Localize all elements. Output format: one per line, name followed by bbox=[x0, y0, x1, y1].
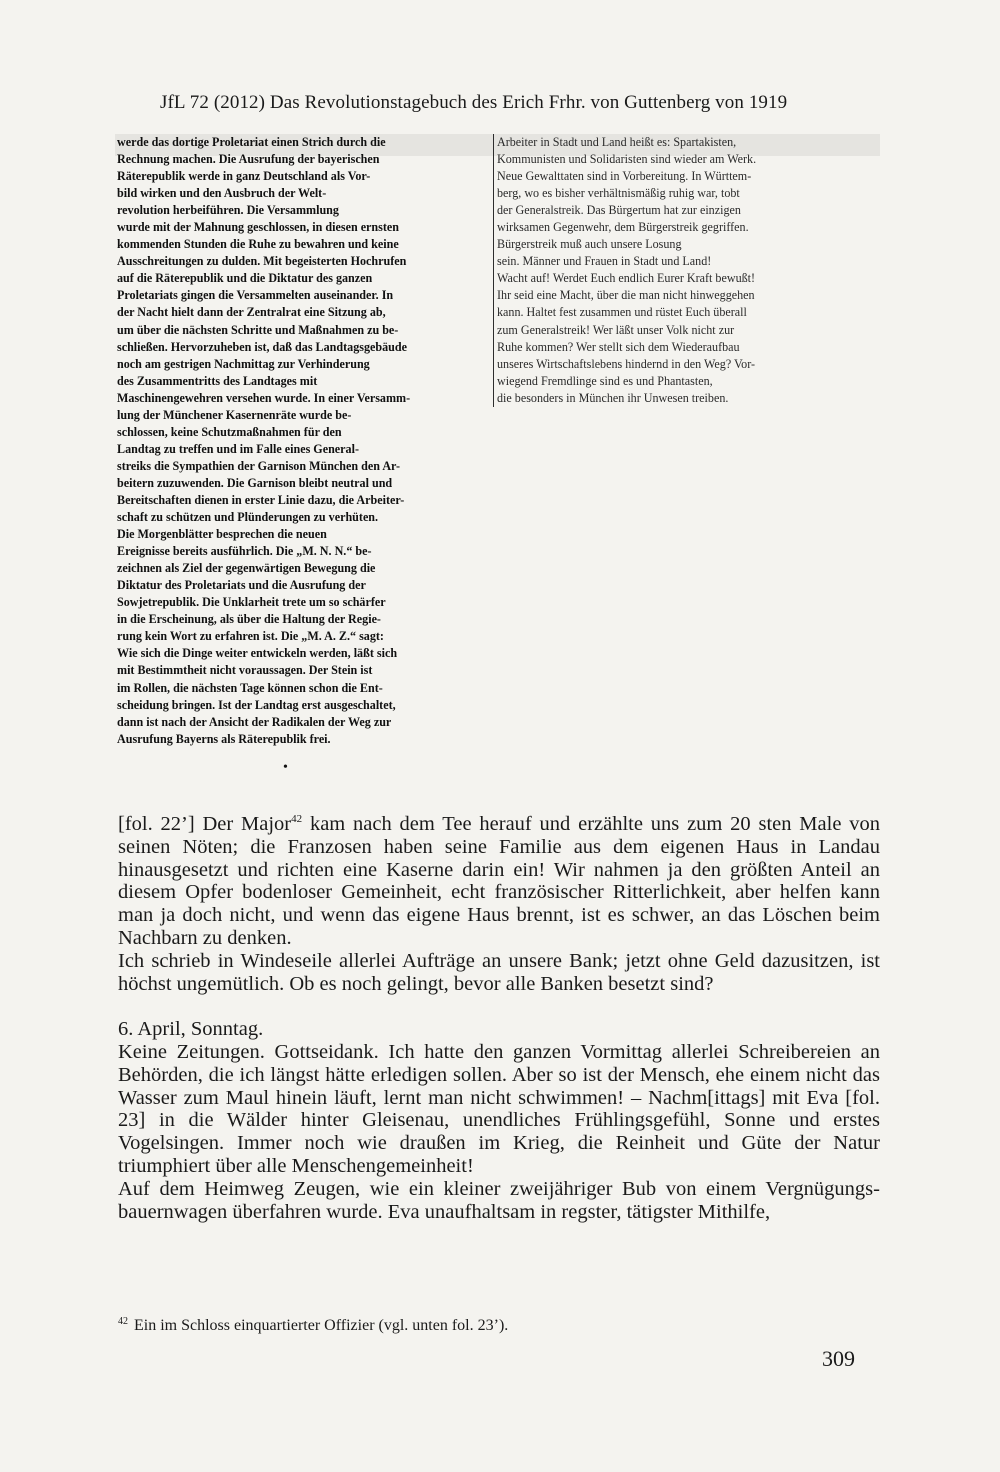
clipping-line: dann ist nach der Ansicht der Radikalen der Weg zur bbox=[117, 714, 392, 729]
clipping-line: im Rollen, die nächsten Tage können schon die Ent- bbox=[117, 680, 383, 695]
paragraph-bank: Ich schrieb in Windeseile allerlei Aufträge an unsere Bank; jetzt ohne Geld dazusitzen, ist höchst ungemütlich. Ob es noch gelingt, bevor alle Banken besetzt sind? bbox=[118, 949, 880, 995]
page-number: 309 bbox=[822, 1346, 855, 1371]
clipping-line: Landtag zu treffen und im Falle eines General- bbox=[117, 441, 359, 456]
clipping-line: mit Bestimmtheit nicht voraussagen. Der Stein ist bbox=[117, 663, 373, 678]
clipping-line: bild wirken und den Ausbruch der Welt- bbox=[117, 186, 327, 201]
paragraph-major-start: [fol. 22’] Der Major bbox=[118, 813, 292, 835]
clipping-line: schaft zu schützen und Plünderungen zu verhüten. bbox=[117, 510, 379, 525]
clipping-line: Bereitschaften dienen in erster Linie dazu, die Arbeiter- bbox=[117, 492, 405, 507]
clipping-line: zeichnen als Ziel der gegenwärtigen Bewegung die bbox=[117, 561, 376, 576]
clipping-line: Maschinengewehren versehen wurde. In einer Versamm- bbox=[117, 390, 411, 405]
clipping-line: revolution herbeiführen. Die Versammlung bbox=[117, 203, 339, 218]
newspaper-clipping-left-column bbox=[117, 134, 487, 774]
clipping-line: der Generalstreik. Das Bürgertum hat zur einzigen bbox=[497, 203, 741, 218]
paragraph-sunday: Keine Zeitungen. Gottseidank. Ich hatte den ganzen Vormittag allerlei Schreibereien an Behörden, die ich längst hätte erledigen sollen. Aber so ist der Mensch, ehe einem nicht das Wasser zum Maul hinein läuft, lernt man nicht schwimmen! – Nachm[ittags] mit Eva [fol. 23] in die Wälder hinter Gleisenau, unendliches Frühlingsgefühl, Sonne und erstes Vogelsingen. Immer noch wie draußen im Krieg, die Reinheit und Güte der Natur triumphiert über alle Menschengemeinheit! bbox=[118, 1040, 880, 1177]
clipping-line: streiks die Sympathien der Garnison München den Ar- bbox=[117, 458, 401, 473]
clipping-line: kann. Haltet fest zusammen und rüstet Euch überall bbox=[497, 305, 747, 320]
clipping-line: Kommunisten und Solidaristen sind wieder am Werk. bbox=[497, 152, 757, 167]
newspaper-clipping-right-column bbox=[493, 134, 876, 774]
paragraph-homeway: Auf dem Heimweg Zeugen, wie ein kleiner zweijähriger Bub von einem Vergnügungs-bauernwagen überfahren wurde. Eva unaufhaltsam in regster, tätigster Mithilfe, bbox=[118, 1177, 880, 1223]
clipping-line: wirksamen Gegenwehr, dem Bürgerstreik gegriffen. bbox=[497, 220, 749, 235]
clipping-line: Proletariats gingen die Versammelten auseinander. In bbox=[117, 288, 394, 303]
clipping-line: des Zusammentritts des Landtages mit bbox=[117, 373, 318, 388]
clipping-line: scheidung bringen. Ist der Landtag erst ausgeschaltet, bbox=[117, 697, 396, 712]
clipping-line: rung kein Wort zu erfahren ist. Die „M. A. Z.“ sagt: bbox=[117, 629, 384, 644]
running-head: JfL 72 (2012) Das Revolutionstagebuch des Erich Frhr. von Guttenberg von 1919 bbox=[160, 92, 788, 113]
clipping-left-lines bbox=[117, 134, 487, 748]
clipping-line: Ausrufung Bayerns als Räterepublik frei. bbox=[117, 731, 331, 746]
clipping-line: auf die Räterepublik und die Diktatur des ganzen bbox=[117, 271, 373, 286]
clipping-line: wiegend Fremdlinge sind es und Phantasten, bbox=[497, 373, 713, 388]
clipping-line: Neue Gewalttaten sind in Vorbereitung. In Württem- bbox=[497, 169, 752, 184]
clipping-line: sein. Männer und Frauen in Stadt und Land! bbox=[497, 254, 712, 269]
clipping-line: kommenden Stunden die Ruhe zu bewahren und keine bbox=[117, 237, 399, 252]
clipping-line: Die Morgenblätter besprechen die neuen bbox=[117, 527, 327, 542]
footnote-number: 42 bbox=[118, 1315, 128, 1327]
clipping-line: Räterepublik werde in ganz Deutschland als Vor- bbox=[117, 169, 371, 184]
clipping-line: Ereignisse bereits ausführlich. Die „M. N. N.“ be- bbox=[117, 544, 372, 559]
clipping-line: Bürgerstreik muß auch unsere Losung bbox=[497, 237, 682, 252]
clipping-line: unseres Wirtschaftslebens hindernd in den Weg? Vor- bbox=[497, 356, 756, 371]
clipping-line: noch am gestrigen Nachmittag zur Verhinderung bbox=[117, 356, 370, 371]
clipping-line: beitern zuzuwenden. Die Garnison bleibt neutral und bbox=[117, 475, 393, 490]
clipping-line: Rechnung machen. Die Ausrufung der bayerischen bbox=[117, 152, 380, 167]
clipping-line: Ruhe kommen? Wer stellt sich dem Wiederaufbau bbox=[497, 339, 740, 354]
clipping-line: in die Erscheinung, als über die Haltung der Regie- bbox=[117, 612, 381, 627]
clipping-line: Diktatur des Proletariats und die Ausrufung der bbox=[117, 578, 366, 593]
clipping-line: wurde mit der Mahnung geschlossen, in diesen ernsten bbox=[117, 220, 399, 235]
clipping-end-mark: • bbox=[283, 760, 288, 775]
clipping-line: lung der Münchener Kasernenräte wurde be- bbox=[117, 407, 352, 422]
clipping-line: Ihr seid eine Macht, über die man nicht hinweggehen bbox=[497, 288, 755, 303]
footnote-reference[interactable]: 42 bbox=[291, 813, 303, 826]
clipping-line: schließen. Hervorzuheben ist, daß das Landtagsgebäude bbox=[117, 339, 407, 354]
clipping-line: die besonders in München ihr Unwesen treiben. bbox=[497, 390, 729, 405]
clipping-line: werde das dortige Proletariat einen Strich durch die bbox=[117, 135, 386, 149]
clipping-line: zum Generalstreik! Wer läßt unser Volk nicht zur bbox=[497, 322, 735, 337]
footnote-text: Ein im Schloss einquartierter Offizier (vgl. unten fol. 23’). bbox=[134, 1317, 509, 1334]
paragraph-major bbox=[118, 813, 880, 950]
clipping-line: Wacht auf! Werdet Euch endlich Eurer Kraft bewußt! bbox=[497, 271, 756, 286]
clipping-line: schlossen, keine Schutzmaßnahmen für den bbox=[117, 424, 342, 439]
clipping-line: Arbeiter in Stadt und Land heißt es: Spartakisten, bbox=[497, 135, 737, 149]
diary-text bbox=[118, 813, 880, 1223]
clipping-line: Wie sich die Dinge weiter entwickeln werden, läßt sich bbox=[117, 646, 398, 661]
clipping-line: um über die nächsten Schritte und Maßnahmen zu be- bbox=[117, 322, 399, 337]
clipping-right-lines bbox=[493, 134, 876, 407]
clipping-line: Sowjetrepublik. Die Unklarheit trete um so schärfer bbox=[117, 595, 386, 610]
clipping-line: Ausschreitungen zu dulden. Mit begeisterten Hochrufen bbox=[117, 254, 407, 269]
entry-date-heading: 6. April, Sonntag. bbox=[118, 1018, 264, 1041]
clipping-line: der Nacht hielt dann der Zentralrat eine Sitzung ab, bbox=[117, 305, 386, 320]
clipping-line: berg, wo es bisher verhältnismäßig ruhig war, tobt bbox=[497, 186, 740, 201]
footnote bbox=[118, 1316, 880, 1336]
paragraph-major-rest: kam nach dem Tee herauf und erzählte uns zum 20 sten Male von seinen Nöten; die Franzosen haben seine Familie aus dem eigenen Haus in Landau hinausgesetzt und richten eine Kaserne darin ein! Wir nahmen ja den größten Anteil an diesem Opfer bodenloser Gemeinheit, echt französischer Ritterlichkeit, aber helfen kann man ja doch nicht, und wenn das eigene Haus brennt, ist es schwer, an das Löschen beim Nachbarn zu denken. bbox=[118, 813, 880, 949]
